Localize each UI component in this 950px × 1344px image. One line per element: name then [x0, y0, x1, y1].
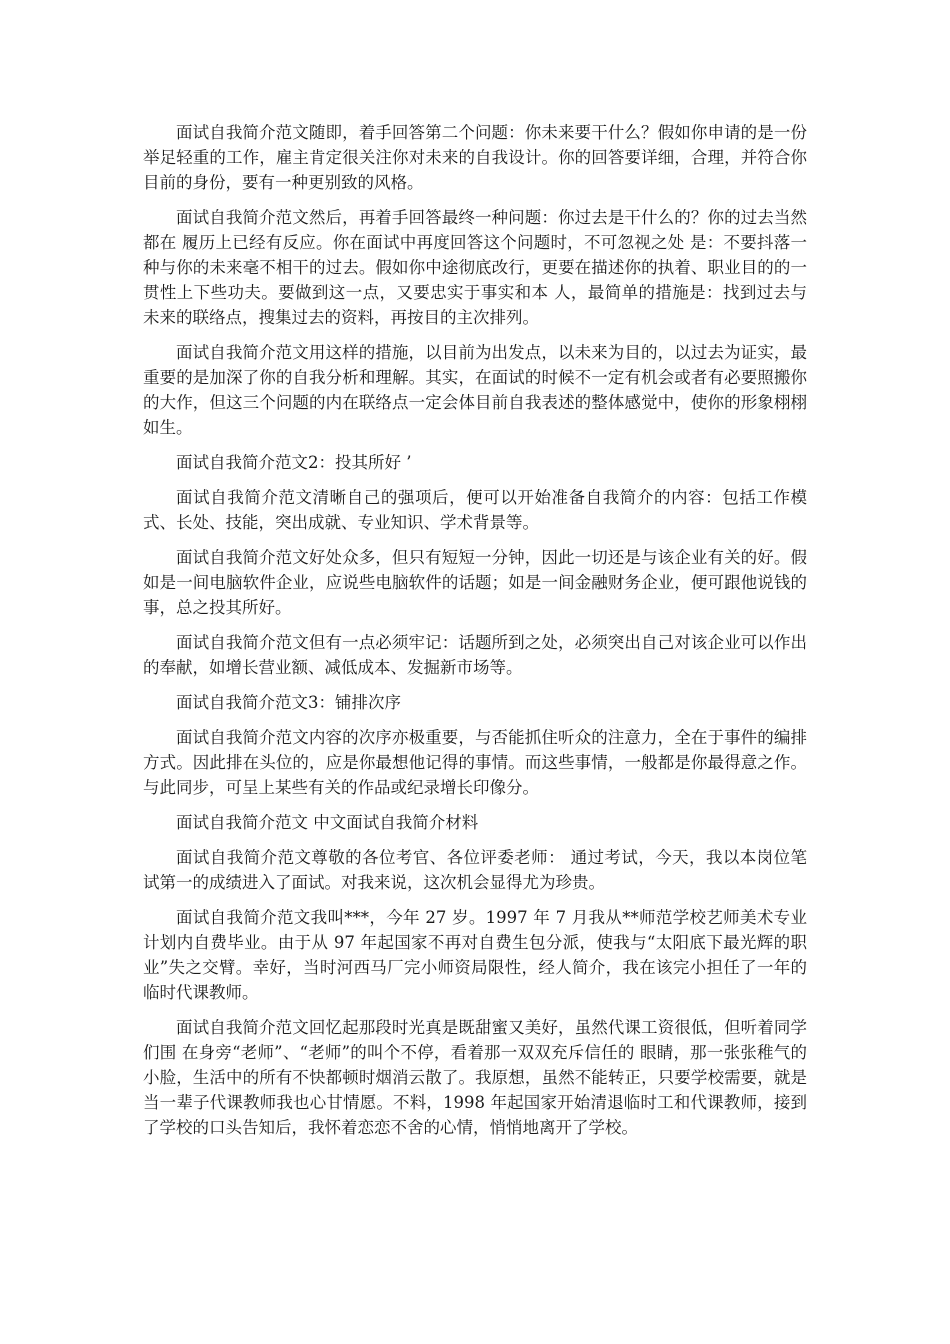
- section-heading: 面试自我简介范文 中文面试自我简介材料: [176, 813, 479, 832]
- paragraph: 面试自我简介范文内容的次序亦极重要，与否能抓住听众的注意力，全在于事件的编排方式。因此排在头位的，应是你最想他记得的事情。而这些事情，一般都是你最得意之作。与此同步，可呈上某些有关的作品或纪录增长印像分。: [143, 728, 807, 797]
- paragraph: 面试自我简介范文用这样的措施，以目前为出发点，以未来为目的，以过去为证实，最重要的是加深了你的自我分析和理解。其实，在面试的时候不一定有机会或者有必要照搬你的大作，但这三个问题的内在联络点一定会体目前自我表述的整体感觉中，使你的形象栩栩如生。: [143, 343, 807, 437]
- paragraph: 面试自我简介范文回忆起那段时光真是既甜蜜又美好，虽然代课工资很低，但听着同学们围 在身旁“老师”、“老师”的叫个不停，看着那一双双充斥信任的 眼睛，那一张张稚气的小脸，生活中的所有不快都顿时烟消云散了。我原想，虽然不能转正，只要学校需要，就是当一辈子代课教师我也心甘情愿。不料，1998 年起国家开始清退临时工和代课教师，接到了学校的口头告知后，我怀着恋恋不舍的心情，悄悄地离开了学校。: [143, 1018, 807, 1137]
- paragraph: 面试自我简介范文随即，着手回答第二个问题：你未来要干什么？假如你申请的是一份举足轻重的工作，雇主肯定很关注你对未来的自我设计。你的回答要详细，合理，并符合你目前的身份，要有一种更别致的风格。: [143, 123, 807, 192]
- document-body: [143, 120, 807, 1150]
- section-heading: 面试自我简介范文3：铺排次序: [176, 693, 401, 712]
- paragraph: 面试自我简介范文然后，再着手回答最终一种问题：你过去是干什么的？你的过去当然都在 履历上已经有反应。你在面试中再度回答这个问题时，不可忽视之处 是：不要抖落一种与你的未来毫不相干的过去。假如你中途彻底改行，更要在描述你的执着、职业目的的一贯性上下些功夫。要做到这一点，又要忠实于事实和本 人，最简单的措施是：找到过去与未来的联络点，搜集过去的资料，再按目的主次排列。: [143, 208, 807, 327]
- section-heading: 面试自我简介范文2：投其所好 ’: [176, 453, 412, 472]
- paragraph: 面试自我简介范文清晰自己的强项后，便可以开始准备自我简介的内容：包括工作模式、长处、技能，突出成就、专业知识、学术背景等。: [143, 488, 807, 532]
- paragraph: 面试自我简介范文好处众多，但只有短短一分钟，因此一切还是与该企业有关的好。假如是一间电脑软件企业，应说些电脑软件的话题；如是一间金融财务企业，便可跟他说钱的事，总之投其所好。: [143, 548, 807, 617]
- paragraph: 面试自我简介范文尊敬的各位考官、各位评委老师： 通过考试，今天，我以本岗位笔试第一的成绩进入了面试。对我来说，这次机会显得尤为珍贵。: [143, 848, 807, 892]
- paragraph: 面试自我简介范文我叫***，今年 27 岁。1997 年 7 月我从**师范学校艺师美术专业计划内自费毕业。由于从 97 年起国家不再对自费生包分派，使我与“太阳底下最光辉的职业”失之交臂。幸好，当时河西马厂完小师资局限性，经人简介，我在该完小担任了一年的临时代课教师。: [143, 908, 807, 1002]
- paragraph: 面试自我简介范文但有一点必须牢记：话题所到之处，必须突出自己对该企业可以作出的奉献，如增长营业额、减低成本、发掘新市场等。: [143, 633, 807, 677]
